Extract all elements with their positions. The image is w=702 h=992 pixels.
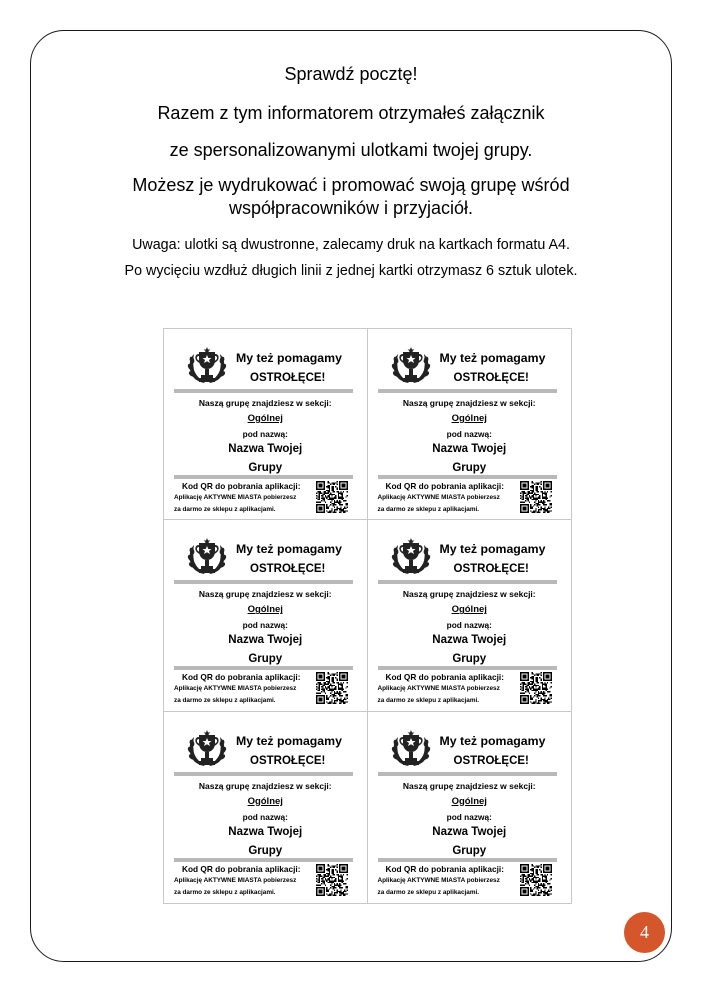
flyer-city: OSTROŁĘCE! [250, 563, 326, 576]
flyer-sheet [163, 328, 572, 904]
divider-bar [174, 666, 353, 670]
flyer-app-text: Aplikację AKTYWNE MIASTA pobierzesz [377, 494, 500, 501]
flyer-group-name-2: Grupy [248, 462, 283, 474]
intro-line-attachment: Razem z tym informatorem otrzymałeś załącznik [157, 103, 545, 123]
divider-bar [174, 475, 353, 479]
intro-line-friends: współpracowników i przyjaciół. [228, 198, 474, 218]
flyer-category: Ogólnej [451, 604, 487, 616]
flyer-card [164, 520, 368, 711]
page-number-badge: 4 [624, 912, 665, 953]
qr-code-icon [316, 481, 348, 513]
divider-bar [174, 772, 353, 776]
flyer-category: Ogólnej [247, 604, 283, 616]
trophy-laurel-icon [389, 729, 433, 771]
flyer-city: OSTROŁĘCE! [250, 372, 326, 384]
divider-bar [378, 389, 557, 393]
flyer-app-text: Aplikację AKTYWNE MIASTA pobierzesz [174, 685, 297, 693]
flyer-group-name-1: Nazwa Twojej [228, 634, 303, 647]
divider-bar [378, 475, 557, 479]
trophy-laurel-icon [185, 346, 229, 388]
flyer-card [164, 329, 368, 520]
flyer-city: OSTROŁĘCE! [250, 754, 326, 767]
divider-bar [174, 858, 353, 862]
flyer-category: Ogólnej [451, 413, 487, 424]
intro-note-cutting: Po wycięciu wzdłuż długich linii z jednej kartki otrzymasz 6 sztuk ulotek. [124, 263, 578, 279]
flyer-group-name-1: Nazwa Twojej [228, 443, 303, 455]
flyer-free-text: za darmo ze sklepu z aplikacjami. [174, 888, 276, 896]
flyer-qr-title: Kod QR do pobrania aplikacji: [385, 672, 504, 683]
flyer-heading: My też pomagamy [236, 542, 342, 557]
flyer-group-name-1: Nazwa Twojej [432, 825, 507, 838]
qr-code-icon [520, 864, 552, 896]
divider-bar [378, 858, 557, 862]
flyer-qr-title: Kod QR do pobrania aplikacji: [182, 481, 301, 491]
flyer-section-text: Naszą grupę znajdziesz w sekcji: [198, 398, 332, 408]
flyer-free-text: za darmo ze sklepu z aplikacjami. [377, 888, 480, 896]
trophy-laurel-icon [389, 537, 433, 579]
divider-bar [174, 580, 353, 584]
flyer-free-text: za darmo ze sklepu z aplikacjami. [174, 697, 276, 705]
flyer-heading: My też pomagamy [439, 542, 546, 557]
flyer-group-name-1: Nazwa Twojej [432, 634, 507, 647]
flyer-section-text: Naszą grupę znajdziesz w sekcji: [402, 398, 536, 408]
qr-code-icon [316, 672, 348, 704]
flyer-category: Ogólnej [451, 795, 487, 807]
qr-code-icon [520, 481, 552, 513]
flyer-group-name-2: Grupy [452, 844, 487, 857]
flyer-app-text: Aplikację AKTYWNE MIASTA pobierzesz [174, 494, 297, 501]
flyer-group-name-2: Grupy [452, 653, 487, 666]
flyer-group-name-2: Grupy [452, 462, 487, 474]
flyer-under-name: pod nazwą: [446, 429, 492, 439]
flyer-city: OSTROŁĘCE! [453, 372, 529, 384]
flyer-free-text: za darmo ze sklepu z aplikacjami. [377, 697, 480, 705]
flyer-group-name-2: Grupy [248, 844, 283, 857]
flyer-qr-title: Kod QR do pobrania aplikacji: [182, 863, 301, 874]
trophy-laurel-icon [185, 729, 229, 771]
flyer-category: Ogólnej [247, 413, 283, 424]
flyer-section-text: Naszą grupę znajdziesz w sekcji: [198, 780, 332, 791]
flyer-category: Ogólnej [247, 795, 283, 807]
flyer-card [368, 329, 572, 520]
flyer-app-text: Aplikację AKTYWNE MIASTA pobierzesz [377, 876, 500, 884]
flyer-under-name: pod nazwą: [242, 620, 288, 631]
divider-bar [378, 580, 557, 584]
divider-bar [378, 666, 557, 670]
intro-line-flyers: ze spersonalizowanymi ulotkami twojej grupy. [169, 140, 533, 160]
flyer-free-text: za darmo ze sklepu z aplikacjami. [174, 506, 276, 513]
flyer-qr-title: Kod QR do pobrania aplikacji: [182, 672, 301, 683]
flyer-heading: My też pomagamy [439, 733, 546, 748]
trophy-laurel-icon [185, 537, 229, 579]
flyer-under-name: pod nazwą: [242, 429, 288, 439]
flyer-section-text: Naszą grupę znajdziesz w sekcji: [402, 780, 536, 791]
flyer-group-name-2: Grupy [248, 653, 283, 666]
flyer-heading: My też pomagamy [439, 351, 546, 365]
divider-bar [378, 772, 557, 776]
flyer-group-name-1: Nazwa Twojej [432, 443, 507, 455]
flyer-heading: My też pomagamy [236, 351, 342, 365]
flyer-app-text: Aplikację AKTYWNE MIASTA pobierzesz [174, 876, 297, 884]
flyer-under-name: pod nazwą: [242, 811, 288, 822]
intro-note-duplex: Uwaga: ulotki są dwustronne, zalecamy druk na kartkach formatu A4. [132, 237, 570, 253]
flyer-group-name-1: Nazwa Twojej [228, 825, 303, 838]
flyer-card [164, 712, 368, 903]
trophy-laurel-icon [389, 346, 433, 388]
flyer-free-text: za darmo ze sklepu z aplikacjami. [377, 506, 480, 513]
intro-line-print: Możesz je wydrukować i promować swoją grupę wśród [132, 175, 570, 195]
qr-code-icon [520, 672, 552, 704]
flyer-section-text: Naszą grupę znajdziesz w sekcji: [402, 589, 536, 600]
flyer-qr-title: Kod QR do pobrania aplikacji: [385, 863, 504, 874]
qr-code-icon [316, 864, 348, 896]
flyer-app-text: Aplikację AKTYWNE MIASTA pobierzesz [377, 685, 500, 693]
flyer-section-text: Naszą grupę znajdziesz w sekcji: [198, 589, 332, 600]
flyer-heading: My też pomagamy [236, 733, 342, 748]
flyer-card [368, 712, 572, 903]
flyer-city: OSTROŁĘCE! [453, 563, 529, 576]
intro-heading: Sprawdź pocztę! [284, 64, 418, 84]
flyer-under-name: pod nazwą: [446, 620, 492, 631]
flyer-city: OSTROŁĘCE! [453, 754, 529, 767]
flyer-qr-title: Kod QR do pobrania aplikacji: [385, 481, 504, 491]
flyer-under-name: pod nazwą: [446, 811, 492, 822]
flyer-card [368, 520, 572, 711]
divider-bar [174, 389, 353, 393]
